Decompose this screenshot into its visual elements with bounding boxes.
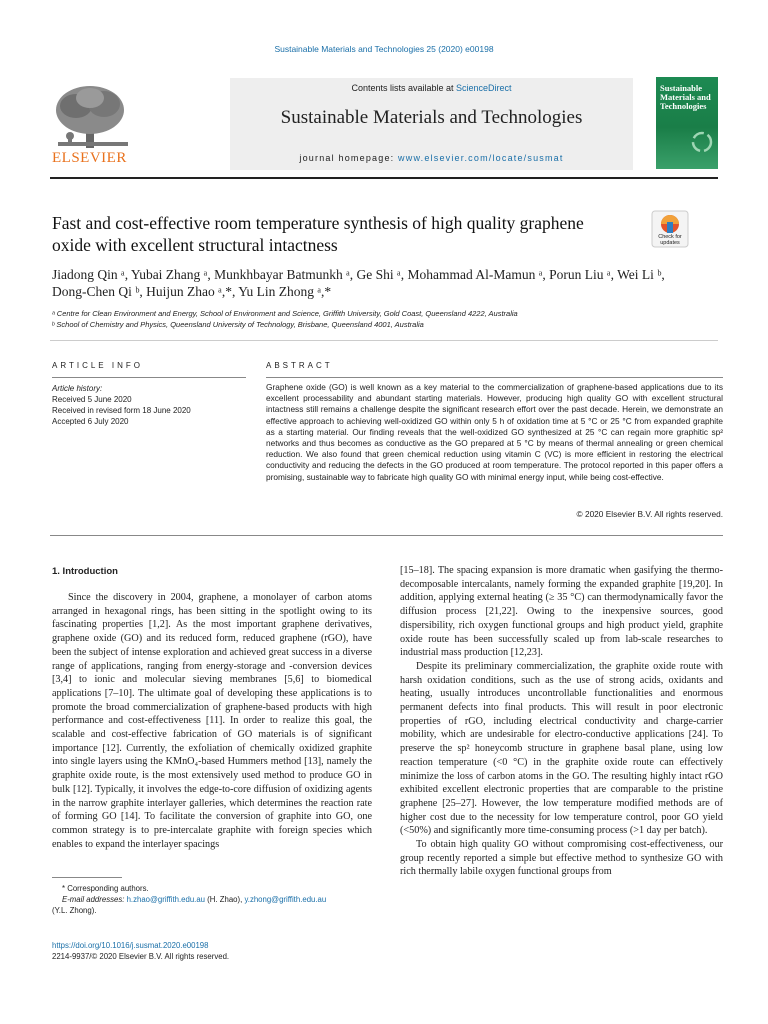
contents-prefix: Contents lists available at [351,83,457,93]
check-for-updates-label: Check for updates [658,234,682,246]
affiliation-a: ᵃ Centre for Clean Environment and Energy, School of Environment and Science, Griffith University, Gold Coast, Queensland 4222, Australia [52,309,518,318]
affiliations [52,308,712,330]
article-title: Fast and cost-effective room temperature synthesis of high quality graphene oxide with excellent structural intactness [52,213,584,255]
affiliation-rule [50,340,718,341]
abstract-text: Graphene oxide (GO) is well known as a key material to the commercialization of graphene-based applications due to its excellent processability and abundant starting materials. However, producing high quality GO with excellent structural intactness still remains a challenge despite the significant research effort over the past decade. Herein, we demonstrate an effective approach to achieving well-oxidized GO within only 5 h of oxidation time at 5 °C or 25 °C from expanded graphite as a starting material. Our finding reveals that the well-oxidized GO synthesized at 25 °C can regain more graphitic sp² networks and thus becomes as conductive as the GO prepared at 5 °C by means of thermal annealing or green chemical reduction. We also found that green chemical reduction using vitamin C (VC) is more efficient in restoring the electrical conductivity and reducing the defects in the GO produced at room temperature. The protocol reported in this paper offers a promising, sustainable way to fabricate high quality GO with minimal energy input, while being cost-effective. [266,382,723,482]
recycle-icon [690,130,714,154]
email-name-zhao: (H. Zhao), [205,895,245,904]
article-info-heading: ARTICLE INFO [52,361,143,370]
contents-line [230,83,633,93]
corresponding-note: * Corresponding authors. [62,884,149,893]
right-column [400,564,723,879]
issn-line: 2214-9937/© 2020 Elsevier B.V. All rights reserved. [52,952,230,961]
intro-paragraph-2: [15–18]. The spacing expansion is more dramatic when gasifying the thermo-decomposable intercalants, namely forming the expanded graphite [19,20]. In addition, applying external heating (≥ 35 °C) can thermodynamically favor the diffusion process [21,22]. Owing to the inexpensive sources, good dispersibility, rich oxygen functional groups and high product yield, graphite oxide route has been successfully scaled up from lab-scale researches to industrial mass production [12,23]. [400,565,723,659]
email-label: E-mail addresses: [62,895,127,904]
section-heading-introduction: 1. Introduction [52,566,118,577]
affiliation-b: ᵇ School of Chemistry and Physics, Queensland University of Technology, Brisbane, Queensland 4001, Australia [52,320,424,329]
journal-homepage [230,153,633,163]
email-link-zhong[interactable]: y.zhong@griffith.edu.au [244,895,327,904]
header-rule [50,177,718,179]
accepted-date: Accepted 6 July 2020 [52,417,129,426]
article-info-rule [52,377,246,378]
doi-link[interactable]: https://doi.org/10.1016/j.susmat.2020.e00198 [52,941,209,950]
intro-paragraph-1: Since the discovery in 2004, graphene, a monolayer of carbon atoms arranged in hexagonal rings, has been sitting in the spotlight owing to its fascinating properties [1,2]. As the most important graphene derivatives, graphene oxide (GO) and its reduced form, reduced graphene (rGO), have been the subject of intense exploration and achieved great success in a diverse range of applications, ranging from energy-storage and -conversion devices [3,4] to ionic and molecular sieving membranes [5,6] to biomedical applications [7–10]. The ultimate goal of developing these applications is to promote the broad commercialization of graphene-based products with high performance and cost-effectiveness [11]. In order to realize this goal, the scalable and cost-effective fabrication of GO materials is of significant importance [12]. Currently, the exfoliation of chemically oxidized graphite into single layers using the KMnO₄-based Hummers method [13], namely the graphite oxide route, is the most extensively used method to produce GO in bulk [12]. Typically, it involves the edge-to-core diffusion of oxidizing agents in the narrow graphite interlayer galleries, which determines the reaction rate of forming GO [14]. To facilitate the conversion of graphite into GO, one common strategy is to pre-intercalate graphite with foreign species which enables to expand the interlayer spacings [52,592,372,850]
footnote-rule [52,877,122,878]
revised-date: Received in revised form 18 June 2020 [52,406,191,415]
sciencedirect-link[interactable]: ScienceDirect [456,83,512,93]
received-date: Received 5 June 2020 [52,395,132,404]
doi-block [52,940,229,962]
email-name-zhong: (Y.L. Zhong). [52,906,97,915]
intro-paragraph-3: Despite its preliminary commercialization, the graphite oxide route with harsh oxidation conditions, such as the use of strong acids, oxidants and heating, usually introduces uncontrollable functionalities and enormous permanent defects into final products. This will result in poor electronic properties of rGO, including electrical conductivity and charge-carrier mobility, which are undesirable for electro-conductive applications [24]. To preserve the sp² honeycomb structure in graphene basal plane, using low reaction temperature (<0 °C) in the graphite oxide route can effectively minimize the loss of carbon atoms in the GO. The resulting highly intact rGO exhibited excellent electronic properties that are comparable to the pristine graphene [25–27]. However, the low temperature modified methods are of higher cost due to the necessity for low temperature control, poor GO yield (<50%) and significantly more time-consuming process (>1 day per batch). [400,660,723,837]
email-link-zhao[interactable]: h.zhao@griffith.edu.au [126,895,206,904]
authors-line-1: Jiadong Qin ᵃ, Yubai Zhang ᵃ, Munkhbayar Batmunkh ᵃ, Ge Shi ᵃ, Mohammad Al-Mamun ᵃ, Porun Liu ᵃ, Wei Li ᵇ, [52,267,665,282]
homepage-prefix: journal homepage: [299,153,399,163]
abstract-heading: ABSTRACT [266,361,333,370]
abstract-copyright: © 2020 Elsevier B.V. All rights reserved. [576,509,723,519]
abstract-rule [266,377,723,378]
publisher-wordmark: ELSEVIER [52,150,127,166]
journal-reference[interactable]: Sustainable Materials and Technologies 25 (2020) e00198 [274,44,494,54]
history-label: Article history: [52,384,103,393]
left-column [52,591,372,851]
journal-title: Sustainable Materials and Technologies [280,107,583,128]
footnote [52,883,372,916]
homepage-link[interactable]: www.elsevier.com/locate/susmat [398,153,564,163]
author-list [52,266,720,300]
abstract-bottom-rule [50,535,723,536]
cover-title: Sustainable Materials and Technologies [660,83,711,111]
article-history [52,383,191,427]
authors-line-2: Dong-Chen Qi ᵇ, Huijun Zhao ᵃ,*, Yu Lin Zhong ᵃ,* [52,284,332,299]
intro-paragraph-4: To obtain high quality GO without compromising cost-effectiveness, our group recently reported a simple but effective method to synthesize GO with rich thermally labile oxygen functional groups from [400,839,723,878]
